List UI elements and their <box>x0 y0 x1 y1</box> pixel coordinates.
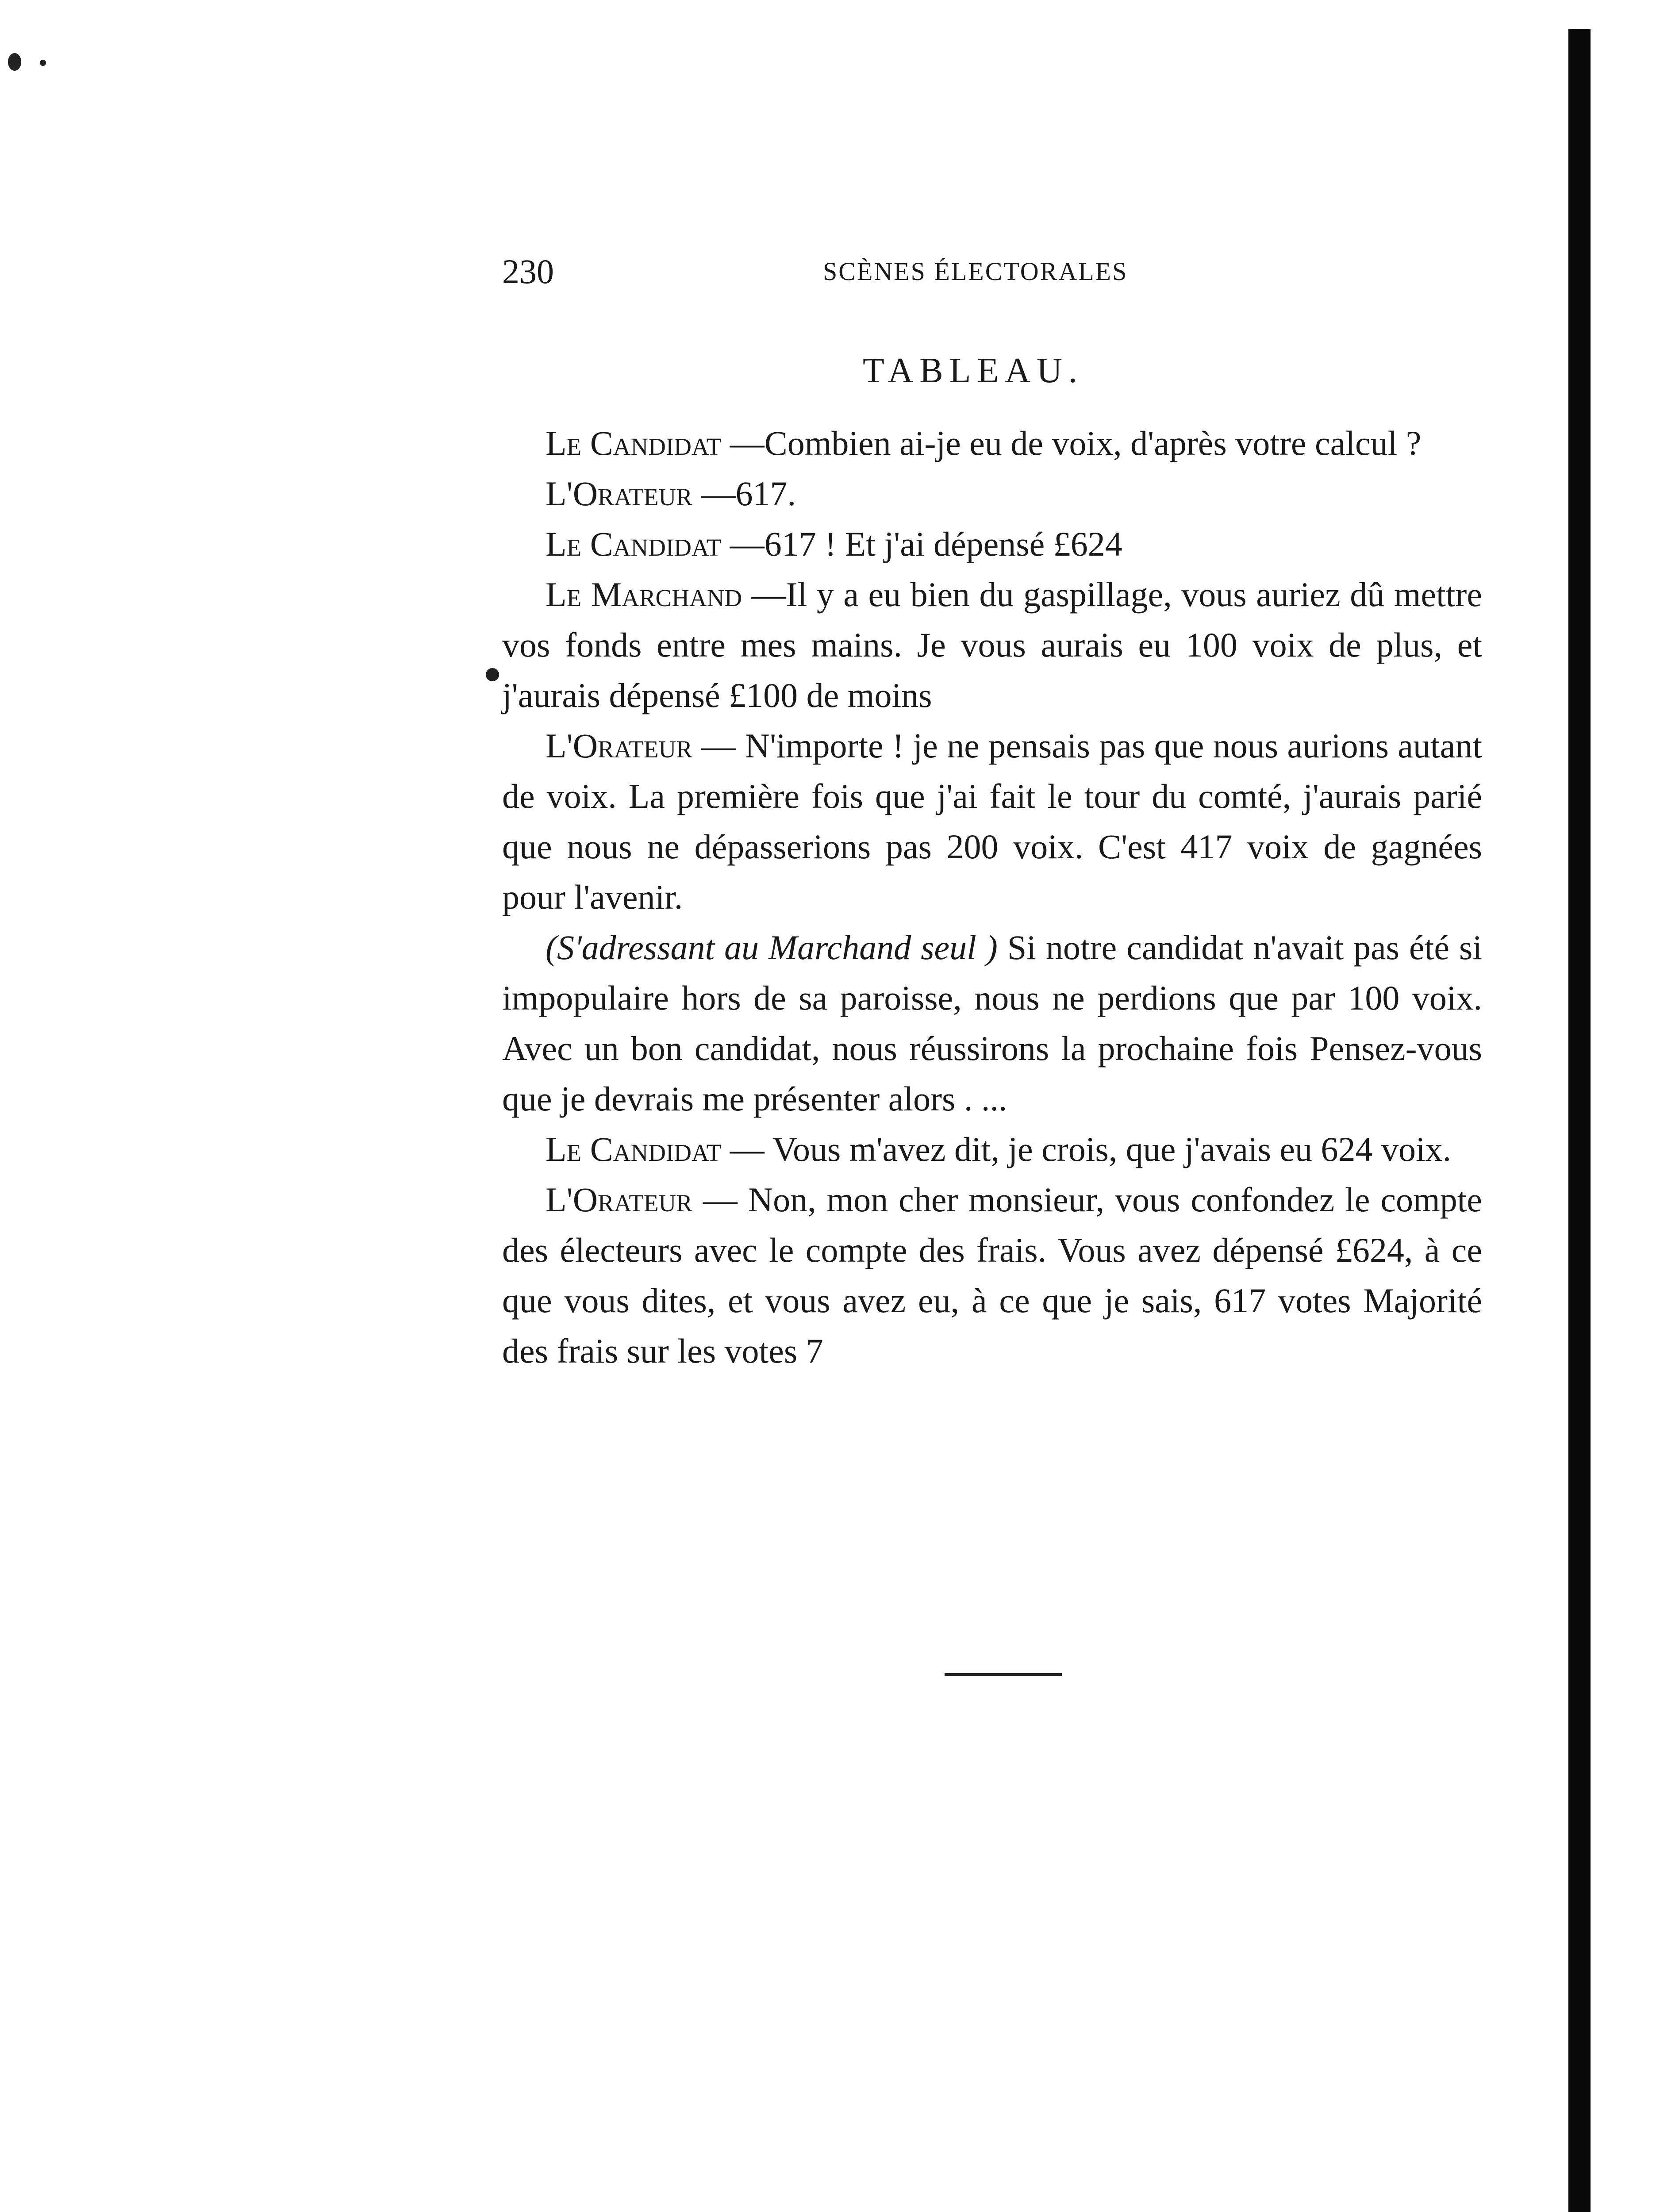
paragraph <box>502 922 1482 1124</box>
paragraph-text: —617. <box>692 474 796 513</box>
paragraph-text: —617 ! Et j'ai dépensé £624 <box>721 525 1122 563</box>
body-text <box>502 418 1482 1376</box>
scan-speck <box>40 60 46 66</box>
paragraph-text: — Vous m'avez dit, je crois, que j'avais eu 624 voix. <box>721 1130 1452 1168</box>
paragraph <box>502 569 1482 721</box>
paragraph <box>502 469 1482 519</box>
scan-speck <box>486 668 499 681</box>
page-number: 230 <box>502 252 554 291</box>
paragraph <box>502 1175 1482 1376</box>
paragraph-text: —Il y a eu bien du gaspillage, vous auriez dû mettre vos fonds entre mes mains. Je vous aurais eu 100 voix de plus, et j'aurais dépensé £100 de moins <box>502 575 1483 714</box>
paragraph-text: —Combien ai-je eu de voix, d'après votre calcul ? <box>721 424 1422 462</box>
paragraph <box>502 721 1482 922</box>
stage-direction: (S'adressant au Marchand seul ) <box>546 928 998 967</box>
paragraph-text: — Non, mon cher monsieur, vous confondez le compte des électeurs avec le compte des frais. Vous avez dépensé £624, à ce que vous dites, et vous avez eu, à ce que je sais, 617 votes Majorité des frais sur les votes 7 <box>502 1180 1482 1370</box>
speaker-name: Le Candidat <box>546 424 722 462</box>
paragraph-text: — N'importe ! je ne pensais pas que nous aurions autant de voix. La première fois que j'ai fait le tour du comté, j'aurais parié que nous ne dépasserions pas 200 voix. C'est 417 voix de gagnées pour l'avenir. <box>502 726 1482 916</box>
speaker-name: Le Marchand <box>546 575 742 614</box>
paragraph <box>502 418 1482 469</box>
scan-edge-bar <box>1568 29 1591 2212</box>
paragraph <box>502 1124 1482 1175</box>
speaker-name: L'Orateur <box>546 1180 692 1219</box>
speaker-name: L'Orateur <box>546 474 692 513</box>
paragraph <box>502 519 1482 569</box>
end-rule <box>945 1673 1062 1676</box>
speaker-name: Le Candidat <box>546 525 722 563</box>
paragraph-text: Si notre candidat n'avait pas été si impopulaire hors de sa paroisse, nous ne perdions que par 100 voix. Avec un bon candidat, nous réussirons la prochaine fois Pensez-vous que je devrais me présenter alors . ... <box>502 928 1482 1118</box>
section-title: TABLEAU. <box>863 351 1084 390</box>
speaker-name: L'Orateur <box>546 726 692 765</box>
speaker-name: Le Candidat <box>546 1130 722 1168</box>
scan-speck <box>8 53 21 71</box>
running-head: SCÈNES ÉLECTORALES <box>823 257 1128 286</box>
